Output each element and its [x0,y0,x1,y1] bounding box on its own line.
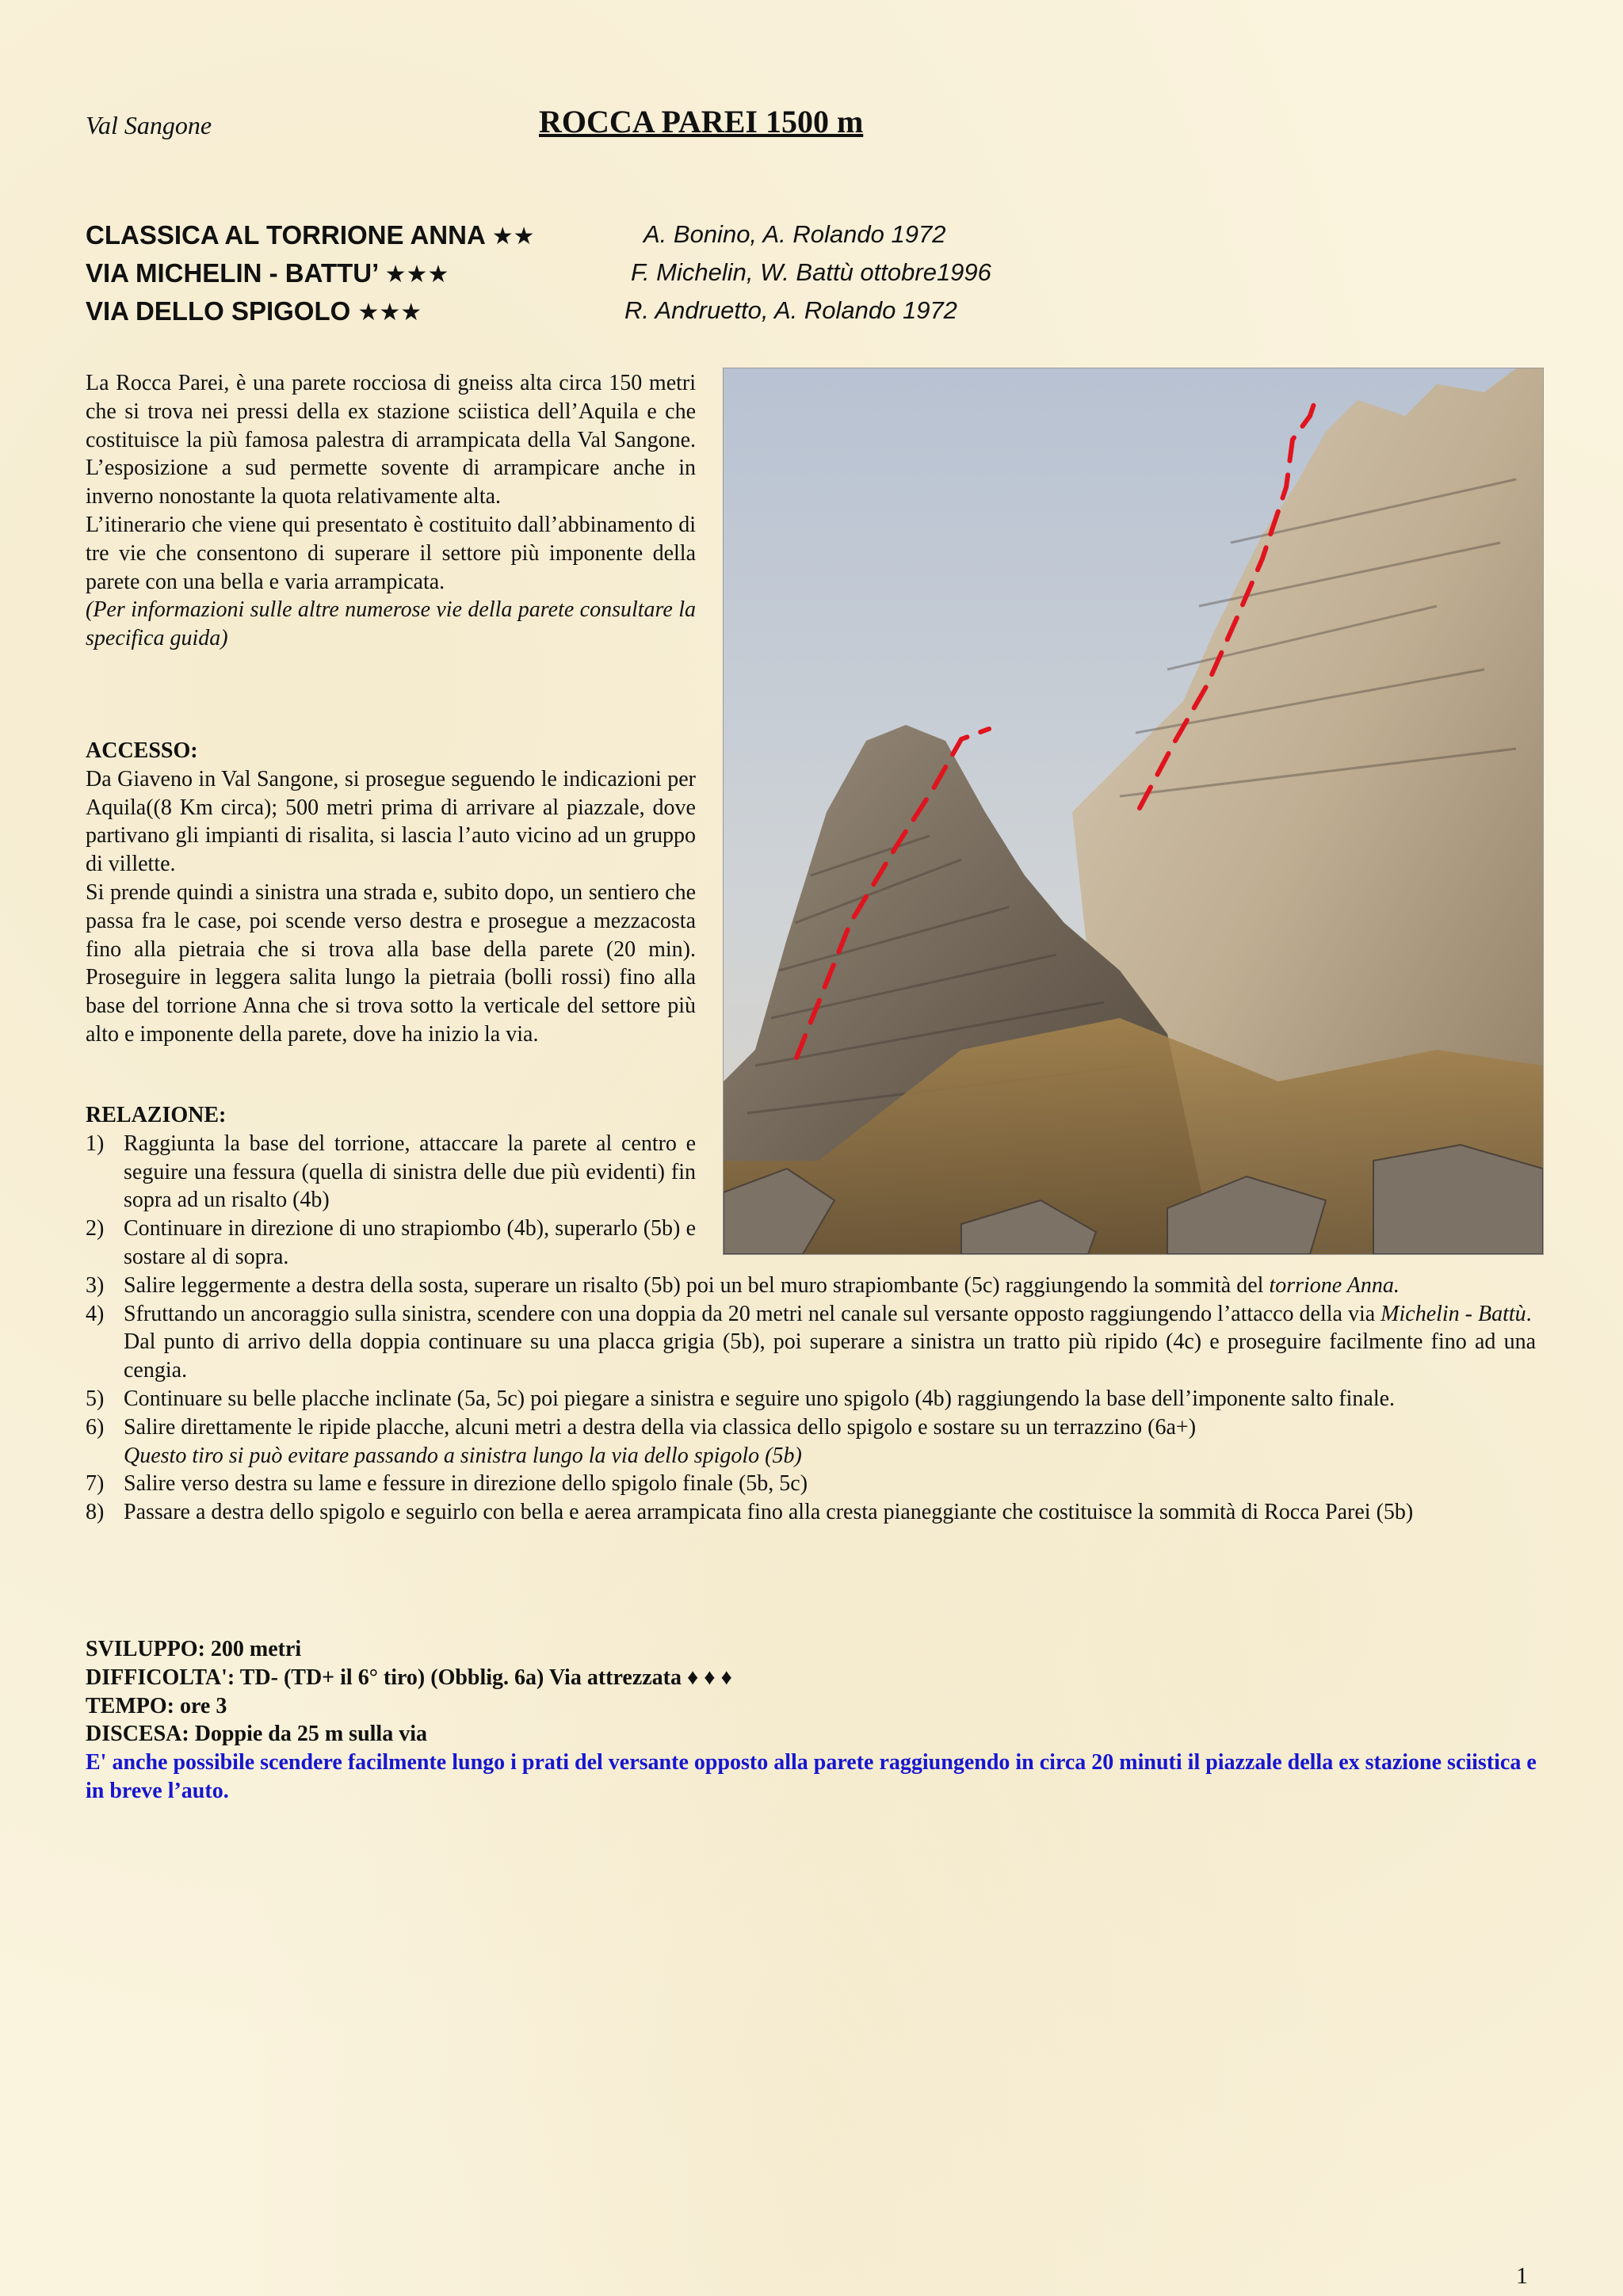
route-authors: F. Michelin, W. Battù ottobre1996 [631,258,991,286]
tempo-line: TEMPO: ore 3 [86,1693,227,1718]
relation-steps [86,1130,1536,1442]
sviluppo-line: SVILUPPO: 200 metri [86,1637,302,1661]
list-item: 4) Sfruttando un ancoraggio sulla sinistra, scendere con una doppia da 20 metri nel canale sul versante opposto raggiungendo l’attacco della via Michelin - Battù. Dal punto di arrivo della doppia continuare su una placca grigia (5b), poi superare a sinistra un tratto più ripido (4c) e proseguire facilmente fino ad una cengia. [86,1300,1536,1385]
route-stars: ★★★ [357,299,422,326]
list-item: 8) Passare a destra dello spigolo e seguirlo con bella e aerea arrampicata fino alla cresta pianeggiante che costituisce la sommità di Rocca Parei (5b) [86,1500,1414,1525]
region-label: Val Sangone [86,111,212,139]
page-number: 1 [1516,2263,1528,2289]
list-item-extra: Dal punto di arrivo della doppia continuare su una placca grigia (5b), poi superare a sinistra un tratto più ripido (4c) e proseguire facilmente fino ad una cengia. [124,1329,1536,1383]
route-stars: ★★★ [384,261,449,288]
relation-section [86,1101,1536,1527]
difficolta-line: DIFFICOLTA': TD- (TD+ il 6° tiro) (Obblig. 6a) Via attrezzata ♦ ♦ ♦ [86,1665,732,1690]
list-item: 5) Continuare su belle placche inclinate (5a, 5c) poi piegare a sinistra e seguire uno spigolo (4b) raggiungendo la base dell’imponente salto finale. [86,1386,1396,1411]
route-authors: A. Bonino, A. Rolando 1972 [643,220,946,248]
list-item: 7) Salire verso destra su lame e fessure in direzione dello spigolo finale (5b, 5c) [86,1471,808,1497]
route-stars: ★★ [491,223,535,250]
route-name: CLASSICA AL TORRIONE ANNA ★★ [86,220,535,250]
list-item: 2) Continuare in direzione di uno strapiombo (4b), superarlo (5b) e sostare al di sopra. [86,1216,696,1269]
access-paragraph: Si prende quindi a sinistra una strada e, subito dopo, un sentiero che passa fra le case, poi scende verso destra e prosegue a mezzacosta fino alla pietraia che si trova alla base della parete (20 min). Proseguire in leggera salita lungo la pietraia (bolli rossi) fino alla base del torrione Anna che si trova sotto la verticale del settore più alto e imponente della parete, dove ha inizio la via. [86,879,696,1047]
access-paragraph: Da Giaveno in Val Sangone, si prosegue seguendo le indicazioni per Aquila((8 Km circa); 500 metri prima di arrivare al piazzale, dove partivano gli impianti di risalita, si lascia l’auto vicino ad un gruppo di villette. [86,766,696,877]
discesa-line: DISCESA: Doppie da 25 m sulla via [86,1722,427,1747]
access-heading: ACCESSO: [86,738,198,763]
list-item: 6) Salire direttamente le ripide placche, alcuni metri a destra della via classica dello spigolo e sostare su un terrazzino (6a+) [86,1414,1197,1440]
summary-section [86,1635,1544,1806]
access-section [86,737,696,1049]
intro-note: (Per informazioni sulle altre numerose vie della parete consultare la specifica guida) [86,597,696,651]
intro-section [86,369,696,653]
route-name: VIA MICHELIN - BATTU’ ★★★ [86,258,449,288]
list-item: 3) Salire leggermente a destra della sosta, superare un risalto (5b) poi un bel muro strapiombante (5c) raggiungendo la sommità del torrione Anna. [86,1272,1400,1298]
step-note: Questo tiro si può evitare passando a sinistra lungo la via dello spigolo (5b) [124,1443,802,1468]
intro-paragraph: La Rocca Parei, è una parete rocciosa di gneiss alta circa 150 metri che si trova nei pressi della ex stazione sciistica dell’Aquila e che costituisce la più famosa palestra di arrampicata della Val Sangone. L’esposizione a sud permette sovente di arrampicare anche in inverno nonostante la quota relativamente alta. [86,371,696,509]
intro-paragraph: L’itinerario che viene qui presentato è costituito dall’abbinamento di tre vie che consentono di superare il settore più imponente della parete con una bella e varia arrampicata. [86,512,696,594]
list-item: 1) Raggiunta la base del torrione, attaccare la parete al centro e seguire una fessura (quella di sinistra delle due più evidenti) fin sopra ad un risalto (4b) [86,1131,696,1213]
descent-note: E' anche possibile scendere facilmente lungo i prati del versante opposto alla parete raggiungendo in circa 20 minuti il piazzale della ex stazione sciistica e in breve l’auto. [86,1750,1537,1803]
relation-heading: RELAZIONE: [86,1103,227,1127]
route-authors: R. Andruetto, A. Rolando 1972 [624,296,957,324]
route-name: VIA DELLO SPIGOLO ★★★ [86,296,422,326]
page-title: ROCCA PAREI 1500 m [539,104,864,139]
